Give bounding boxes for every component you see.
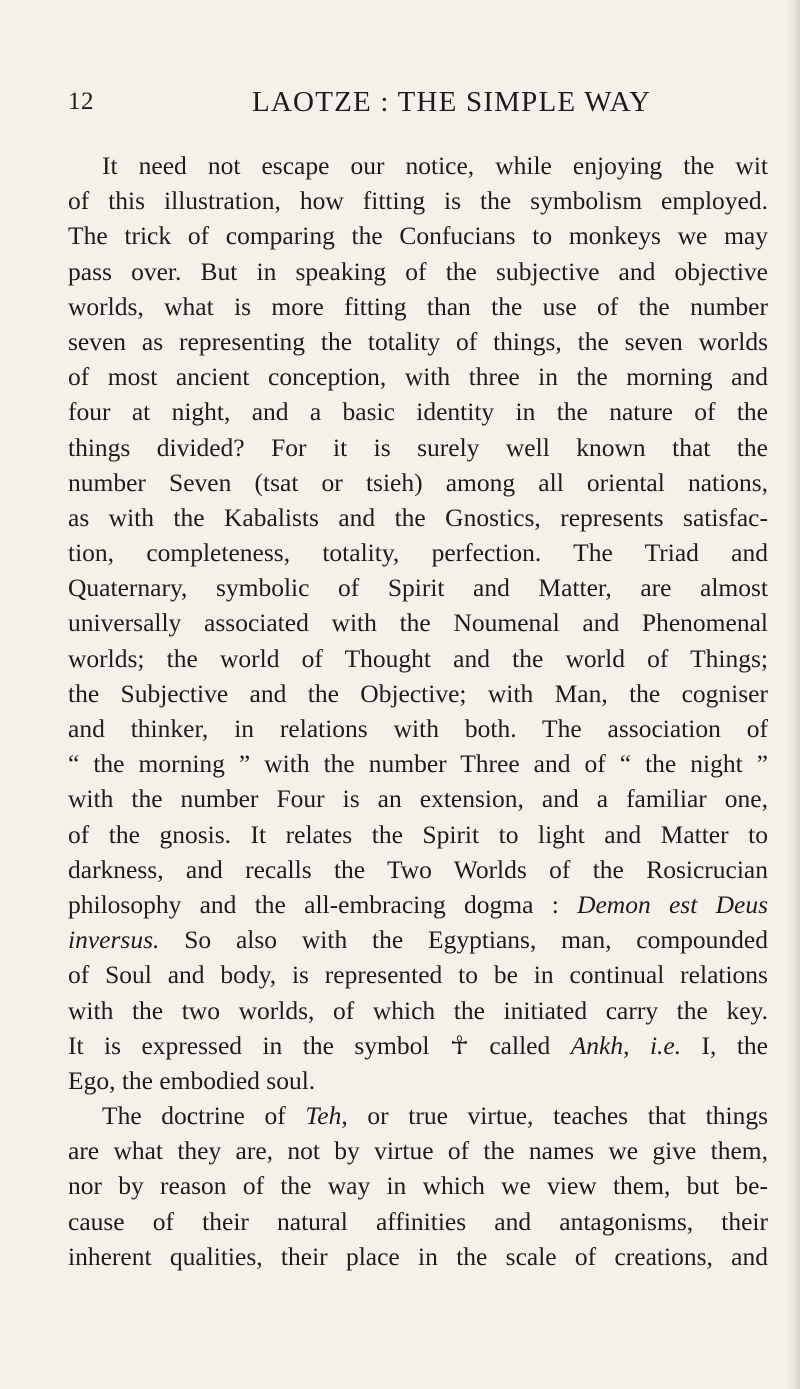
text-line: as with the Kabalists and the Gnostics, represents satisfac- — [68, 502, 768, 532]
text-run: So also with the Egyptians, man, compounded — [159, 925, 768, 955]
body-text — [68, 148, 768, 1274]
text-run: philosophy and the all-embracing dogma : — [68, 889, 578, 919]
text-line: are what they are, not by virtue of the names we give them, — [68, 1136, 768, 1166]
text-line: the Subjective and the Objective; with Man, the cogniser — [68, 678, 768, 708]
text-run: The doctrine of — [102, 1101, 306, 1131]
text-line: cause of their natural affinities and antagonisms, their — [68, 1206, 768, 1236]
text-line-mixed — [68, 922, 768, 957]
text-line: worlds; the world of Thought and the world of Things; — [68, 643, 768, 673]
text-line: of most ancient conception, with three in the morning and — [68, 362, 768, 392]
italic-term: Ankh — [570, 1030, 624, 1060]
text-line: of Soul and body, is represented to be in continual relations — [68, 960, 768, 990]
text-line: four at night, and a basic identity in the nature of the — [68, 397, 768, 427]
text-line: with the two worlds, of which the initiated carry the key. — [68, 995, 768, 1025]
text-run: It is expressed in the symbol — [68, 1030, 450, 1060]
text-line: pass over. But in speaking of the subjective and objective — [68, 256, 768, 286]
page-edge-shadow — [786, 0, 800, 1389]
text-line: number Seven (tsat or tsieh) among all oriental nations, — [68, 467, 768, 497]
text-line-mixed — [68, 1028, 768, 1063]
text-line: with the number Four is an extension, and a familiar one, — [68, 784, 768, 814]
text-run: , or true virtue, teaches that things — [341, 1101, 768, 1131]
text-line: things divided? For it is surely well known that the — [68, 432, 768, 462]
page-number: 12 — [68, 88, 94, 115]
text-line: seven as representing the totality of things, the seven worlds — [68, 326, 768, 356]
text-line: Quaternary, symbolic of Spirit and Matter, are almost — [68, 573, 768, 603]
text-line-mixed — [68, 1098, 768, 1133]
text-line: Ego, the embodied soul. — [68, 1065, 316, 1095]
text-line: inherent qualities, their place in the scale of creations, and — [68, 1241, 768, 1271]
italic-phrase: Demon est Deus — [577, 889, 768, 919]
text-line-mixed — [68, 887, 768, 922]
text-line: and thinker, in relations with both. The association of — [68, 714, 768, 743]
text-line: nor by reason of the way in which we view them, but be- — [68, 1171, 768, 1201]
text-line: tion, completeness, totality, perfection. The Triad and — [68, 538, 768, 568]
text-run: I, the — [681, 1030, 769, 1060]
text-line: darkness, and recalls the Two Worlds of the Rosicrucian — [68, 854, 768, 884]
italic-abbrev: i.e. — [649, 1030, 682, 1060]
text-line: of this illustration, how fitting is the symbolism employed. — [68, 186, 768, 216]
text-line: It need not escape our notice, while enjoying the wit — [102, 151, 768, 180]
text-run: , — [623, 1030, 650, 1060]
text-line: “ the morning ” with the number Three and of “ the night ” — [68, 749, 768, 779]
text-line: worlds, what is more fitting than the use of the number — [68, 291, 768, 321]
italic-phrase: inversus. — [68, 925, 160, 955]
italic-term: Teh — [305, 1101, 342, 1131]
text-line: universally associated with the Noumenal and Phenomenal — [68, 608, 768, 638]
text-line: The trick of comparing the Confucians to monkeys we may — [68, 221, 768, 251]
ankh-symbol-icon: ☥ — [449, 1030, 469, 1060]
running-head: LAOTZE : THE SIMPLE WAY — [252, 86, 652, 118]
text-line: of the gnosis. It relates the Spirit to light and Matter to — [68, 819, 768, 849]
text-run: called — [468, 1030, 571, 1060]
page-header — [68, 86, 744, 126]
